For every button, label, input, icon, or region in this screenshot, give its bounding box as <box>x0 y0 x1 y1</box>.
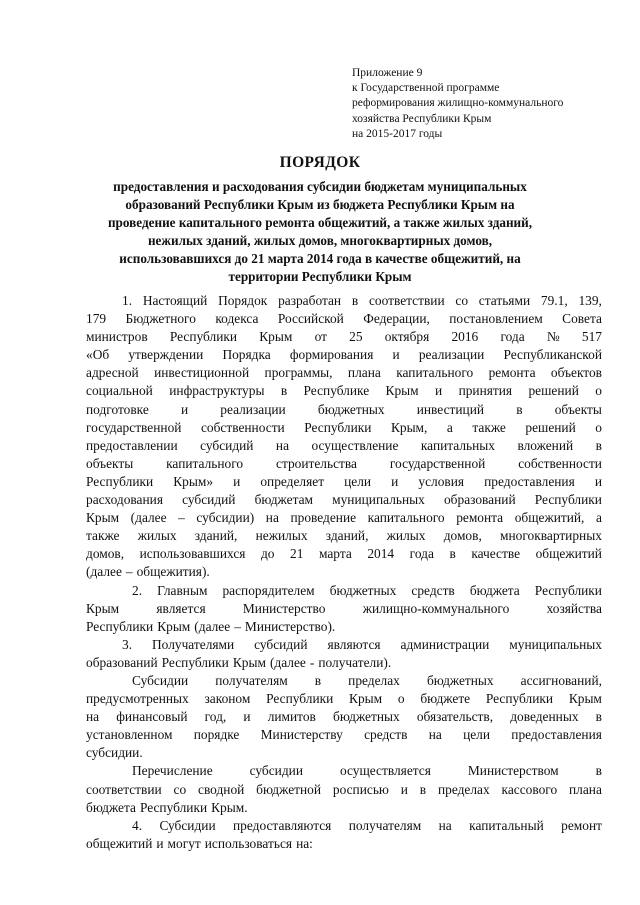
paragraph-line: Субсидии получателям в пределах бюджетных ассигнований, <box>132 672 602 688</box>
paragraph-line: «Об утверждении Порядка формирования и реализации Республиканской <box>86 347 602 363</box>
subtitle-line: территории Республики Крым <box>228 269 412 285</box>
appendix-line: к Государственной программе <box>352 82 500 95</box>
paragraph-line: установленном порядке Министерству средств на цели предоставления <box>86 727 602 743</box>
paragraph-line: Республики Крым» и определяет цели и условия предоставления и <box>86 473 602 489</box>
paragraph-line: объекты капитального строительства государственной собственности <box>86 455 602 471</box>
paragraph-line: подготовке и реализации бюджетных инвестиций в объекты <box>86 401 602 417</box>
document-body <box>86 292 602 853</box>
paragraph-line: социальной инфраструктуры в Республике Крым и принятия решений о <box>86 383 602 399</box>
paragraph <box>86 762 602 816</box>
paragraph-line: государственной собственности Республики Крым, а также решений о <box>86 419 602 435</box>
appendix-line: реформирования жилищно-коммунального <box>352 97 564 110</box>
paragraph-line: также жилых зданий, нежилых зданий, жилых домов, многоквартирных <box>86 528 602 544</box>
subtitle-line: образований Республики Крым из бюджета Республики Крым на <box>125 197 515 213</box>
paragraph-line: министров Республики Крым от 25 октября 2016 года № 517 <box>86 329 602 345</box>
paragraph-line: домов, использовавшихся до 21 марта 2014 года в качестве общежитий <box>86 546 602 562</box>
paragraph-line: 1. Настоящий Порядок разработан в соответствии со статьями 79.1, 139, <box>122 293 602 308</box>
paragraph-line: предоставлении субсидий на осуществление капитальных вложений в <box>86 437 602 453</box>
paragraph-line: Крым (далее – субсидии) на проведение капитального ремонта общежитий, а <box>86 510 602 526</box>
subtitle-line: использовавшихся до 21 марта 2014 года в качестве общежитий, на <box>119 251 521 267</box>
document-subtitle <box>60 178 580 287</box>
subtitle-line: проведение капитального ремонта общежитий, а также жилых зданий, <box>107 215 533 231</box>
paragraph <box>86 292 602 582</box>
appendix-line: Приложение 9 <box>352 67 423 79</box>
appendix-header <box>352 66 602 142</box>
paragraph <box>86 672 602 762</box>
paragraph <box>86 817 602 853</box>
paragraph-line: расходования субсидий бюджетам муниципальных образований Республики <box>86 492 602 508</box>
paragraph-line: 3. Получателями субсидий являются администрации муниципальных <box>122 636 602 652</box>
subtitle-line: нежилых зданий, жилых домов, многоквартирных домов, <box>147 233 493 249</box>
paragraph-line: субсидии. <box>86 745 143 761</box>
document-title: ПОРЯДОК <box>279 154 361 171</box>
paragraph-line: Крым является Министерство жилищно-коммунального хозяйства <box>86 600 602 616</box>
paragraph-line: Перечисление субсидии осуществляется Министерством в <box>132 763 602 779</box>
appendix-line: хозяйства Республики Крым <box>352 112 492 125</box>
paragraph-line: адресной инвестиционной программы, плана капитального ремонта объектов <box>86 365 602 381</box>
paragraph-line: Республики Крым (далее – Министерство). <box>86 618 336 634</box>
appendix-line: на 2015-2017 годы <box>352 127 443 140</box>
subtitle-line: предоставления и расходования субсидии бюджетам муниципальных <box>113 179 527 194</box>
paragraph-line: 2. Главным распорядителем бюджетных средств бюджета Республики <box>132 582 602 598</box>
paragraph-line: бюджета Республики Крым. <box>86 799 248 815</box>
paragraph-line: образований Республики Крым (далее - получатели). <box>86 654 392 670</box>
paragraph-line: 4. Субсидии предоставляются получателям на капитальный ремонт <box>132 817 602 833</box>
paragraph-line: предусмотренных законом Республики Крым о бюджете Республики Крым <box>86 691 602 707</box>
paragraph <box>86 636 602 672</box>
paragraph-line: на финансовый год, и лимитов бюджетных обязательств, доведенных в <box>86 709 602 725</box>
paragraph-line: общежитий и могут использоваться на: <box>86 835 313 851</box>
paragraph-line: (далее – общежития). <box>86 564 210 580</box>
paragraph-line: 179 Бюджетного кодекса Российской Федерации, постановлением Совета <box>86 311 602 327</box>
paragraph-line: соответствии со сводной бюджетной росписью и в пределах кассового плана <box>86 781 602 797</box>
paragraph <box>86 582 602 636</box>
